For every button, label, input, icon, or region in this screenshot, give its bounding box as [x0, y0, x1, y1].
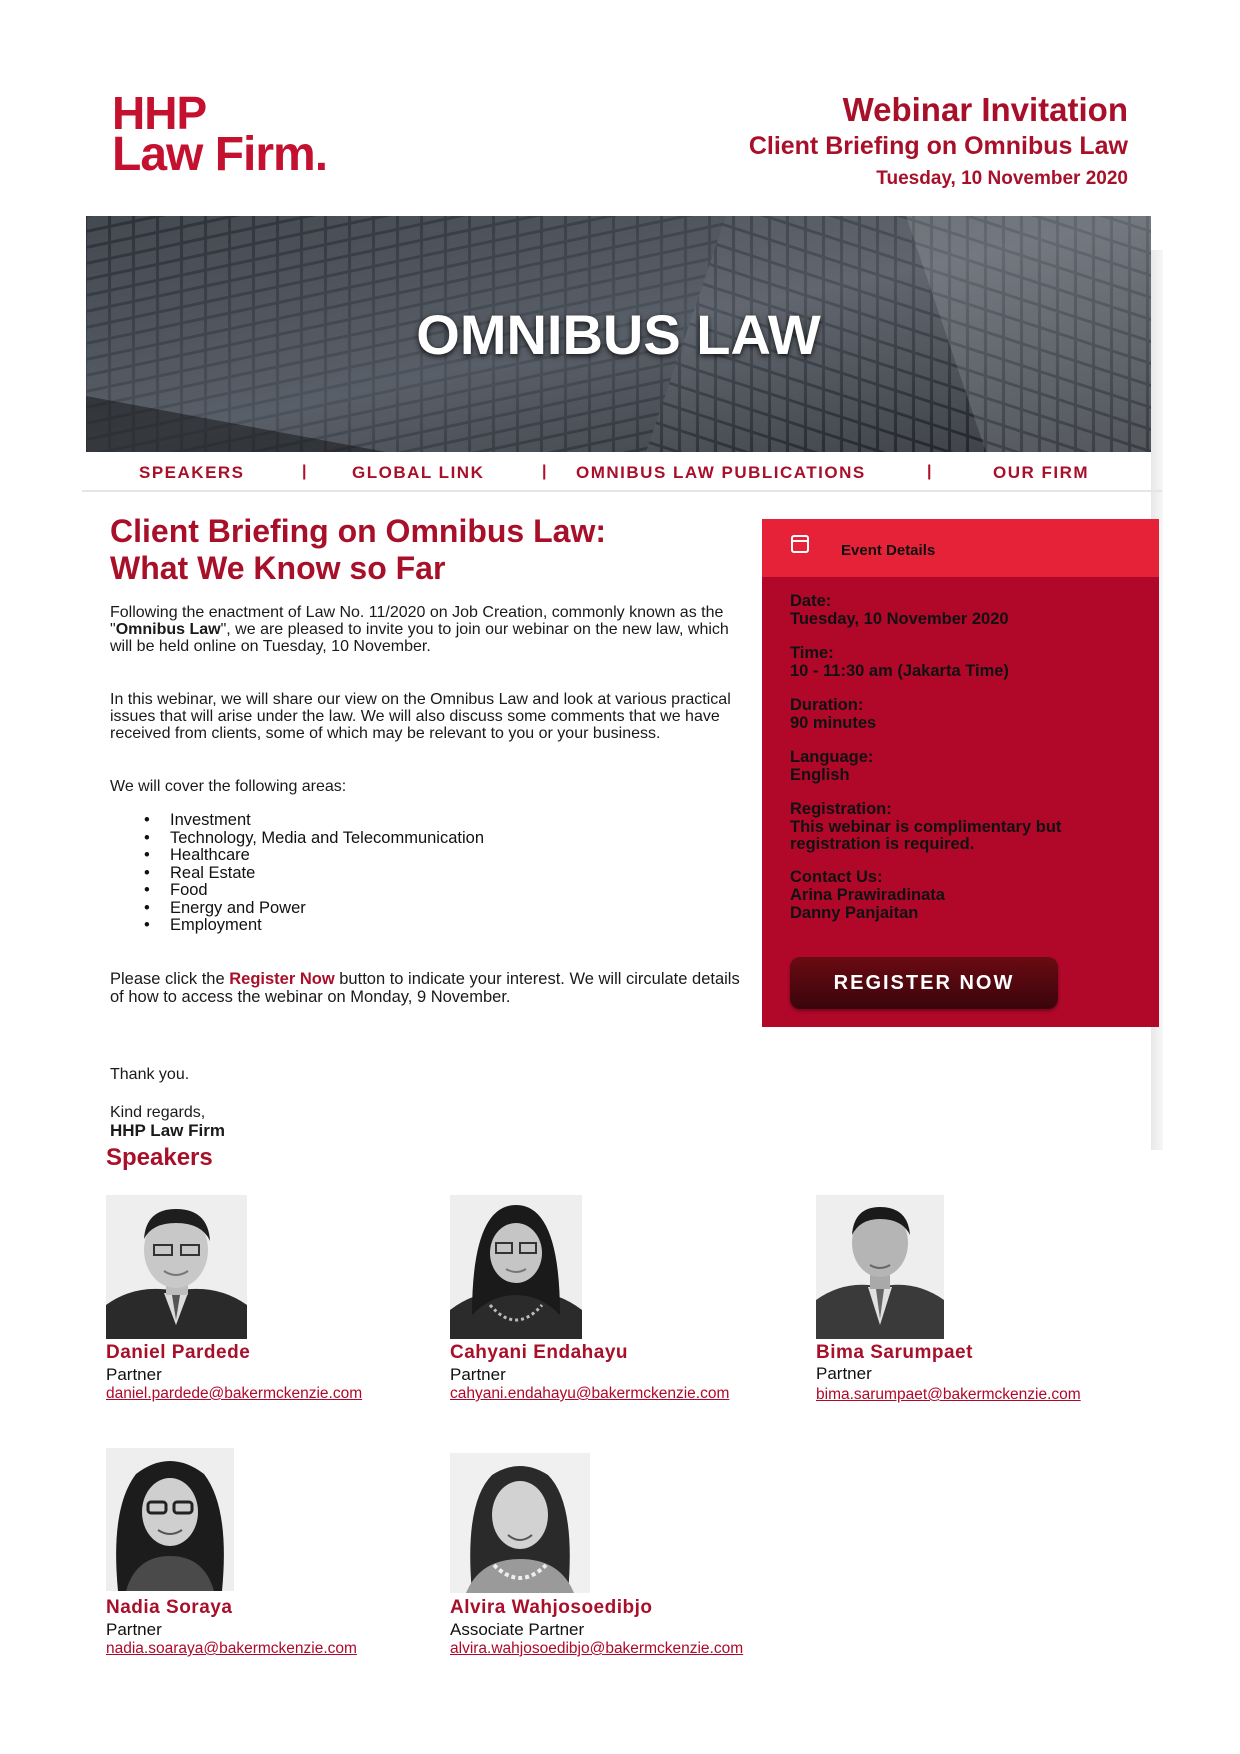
omnibus-banner: [86, 216, 1151, 452]
speakers-heading: Speakers: [106, 1144, 213, 1171]
portrait-image: [816, 1195, 944, 1339]
header-titles: [749, 92, 1128, 194]
registration-value: This webinar is complimentary but registration is required.: [790, 818, 1062, 853]
register-text-end: button to indicate your interest. We will circulate details of how to access the webinar on Monday, 9 November.: [110, 970, 740, 1006]
omnibus-law-bold: Omnibus Law: [115, 621, 221, 638]
time-label: Time:: [790, 644, 834, 662]
speaker-name: Alvira Wahjosoedibjo: [450, 1597, 653, 1618]
intro-text-start: Following the enactment of Law No. 11/2020 on Job Creation, commonly known as the ": [110, 604, 724, 638]
list-item: • Real Estate: [138, 865, 484, 883]
language-label: Language:: [790, 748, 874, 766]
list-item: • Employment: [138, 917, 484, 935]
speaker-role: Partner: [816, 1364, 872, 1383]
duration-label: Duration:: [790, 696, 864, 714]
speaker-role: Partner: [106, 1620, 162, 1639]
date-value: Tuesday, 10 November 2020: [790, 610, 1009, 628]
contact-label: Contact Us:: [790, 868, 883, 886]
speaker-name: Cahyani Endahayu: [450, 1342, 628, 1363]
portrait-image: [106, 1448, 234, 1591]
briefing-title-line-2: What We Know so Far: [110, 550, 446, 586]
list-item: • Food: [138, 882, 484, 900]
nav-speakers[interactable]: SPEAKERS: [139, 463, 245, 482]
date-label: Date:: [790, 592, 832, 610]
contact-arina: Arina Prawiradinata: [790, 886, 945, 904]
portrait-image: [106, 1195, 247, 1339]
top-nav: [82, 452, 1162, 492]
speaker-name: Bima Sarumpaet: [816, 1342, 973, 1363]
language-value: English: [790, 766, 850, 784]
portrait-image: [450, 1453, 590, 1593]
nav-our-firm[interactable]: OUR FIRM: [993, 463, 1090, 482]
intro-text-end: ", we are pleased to invite you to join our webinar on the new law, which will be held online on Tuesday, 10 November.: [110, 621, 729, 655]
signature-text: HHP Law Firm: [110, 1121, 225, 1140]
registration-label: Registration:: [790, 800, 892, 818]
speaker-email-link[interactable]: bima.sarumpaet@bakermckenzie.com: [816, 1386, 1081, 1403]
intro-paragraph: [110, 604, 750, 655]
portrait-image: [450, 1195, 582, 1339]
speaker-email-link[interactable]: nadia.soaraya@bakermckenzie.com: [106, 1640, 357, 1657]
speaker-photo-bima: [816, 1195, 944, 1339]
event-details-header: [762, 519, 1159, 577]
thank-you-text: Thank you.: [110, 1066, 190, 1083]
list-item: • Investment: [138, 812, 484, 830]
nav-global-link[interactable]: GLOBAL LINK: [352, 463, 485, 482]
speaker-photo-nadia: [106, 1448, 234, 1591]
speaker-email-link[interactable]: cahyani.endahayu@bakermckenzie.com: [450, 1385, 730, 1402]
speaker-name: Daniel Pardede: [106, 1342, 251, 1363]
banner-title: OMNIBUS LAW: [416, 302, 821, 366]
register-now-button[interactable]: REGISTER NOW: [790, 957, 1058, 1009]
speaker-role: Partner: [106, 1365, 162, 1384]
regards-text: Kind regards,: [110, 1104, 206, 1121]
areas-intro: We will cover the following areas:: [110, 778, 347, 795]
calendar-icon: [791, 535, 809, 553]
webinar-subtitle: Client Briefing on Omnibus Law: [748, 132, 1128, 160]
register-text-start: Please click the: [110, 970, 230, 988]
logo-line-1: HHP: [112, 87, 207, 139]
register-now-link[interactable]: Register Now: [229, 970, 335, 988]
register-paragraph: [110, 970, 750, 1006]
briefing-title: [110, 513, 750, 587]
speaker-photo-cahyani: [450, 1195, 582, 1339]
nav-separator: |: [927, 463, 932, 480]
event-details-title: Event Details: [841, 542, 936, 559]
logo-line-2: Law Firm.: [112, 128, 328, 181]
webinar-date: Tuesday, 10 November 2020: [876, 168, 1128, 189]
speaker-email-link[interactable]: alvira.wahjosoedibjo@bakermckenzie.com: [450, 1640, 744, 1657]
speaker-photo-daniel: [106, 1195, 247, 1339]
list-item: • Energy and Power: [138, 900, 484, 918]
speaker-name: Nadia Soraya: [106, 1597, 233, 1618]
webinar-paragraph: In this webinar, we will share our view on the Omnibus Law and look at various practical issues that will arise under the law. We will also discuss some comments that we have received from clients, some of which may be relevant to you or your business.: [110, 691, 731, 742]
speaker-role: Partner: [450, 1365, 506, 1384]
speaker-email-link[interactable]: daniel.pardede@bakermckenzie.com: [106, 1385, 363, 1402]
briefing-title-line-1: Client Briefing on Omnibus Law:: [110, 513, 606, 549]
list-item: • Healthcare: [138, 847, 484, 865]
speaker-photo-alvira: [450, 1453, 590, 1593]
list-item: • Technology, Media and Telecommunication: [138, 830, 484, 848]
webinar-title: Webinar Invitation: [842, 91, 1128, 128]
nav-omnibus-publications[interactable]: OMNIBUS LAW PUBLICATIONS: [576, 463, 866, 482]
contact-danny: Danny Panjaitan: [790, 904, 919, 922]
firm-logo[interactable]: [112, 87, 328, 181]
time-value: 10 - 11:30 am (Jakarta Time): [790, 662, 1009, 680]
nav-separator: |: [542, 463, 547, 480]
areas-list: [138, 812, 484, 935]
speaker-role: Associate Partner: [450, 1620, 585, 1639]
nav-separator: |: [302, 463, 307, 480]
duration-value: 90 minutes: [790, 714, 877, 732]
